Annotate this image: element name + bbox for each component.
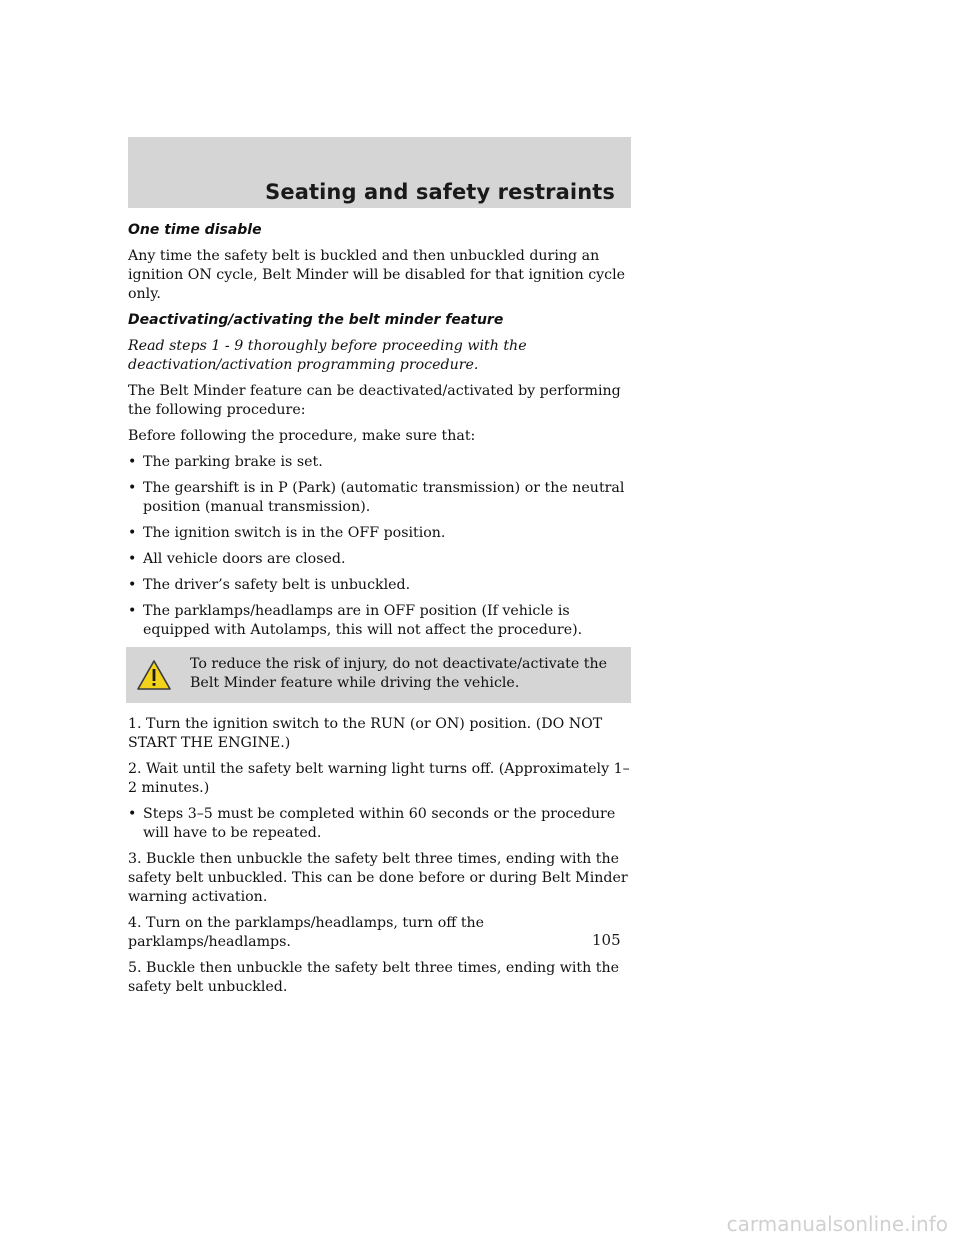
paragraph-intro: The Belt Minder feature can be deactivated/activated by performing the following procedure: <box>128 383 621 418</box>
list-item <box>128 550 631 569</box>
list-item <box>128 805 631 843</box>
page-content <box>128 221 631 1004</box>
bullet-marker: • <box>128 525 137 541</box>
section-title: Seating and safety restraints <box>265 180 615 204</box>
watermark: carmanualsonline.info <box>726 1212 948 1236</box>
step-3: 3. Buckle then unbuckle the safety belt three times, ending with the safety belt unbuckled. This can be done before or during Belt Minder warning activation. <box>128 851 628 905</box>
subheading-deactivating: Deactivating/activating the belt minder feature <box>128 312 504 328</box>
paragraph-one-time-disable: Any time the safety belt is buckled and then unbuckled during an ignition ON cycle, Belt Minder will be disabled for that ignition cycle only. <box>128 248 626 302</box>
paragraph-read-steps: Read steps 1 - 9 thoroughly before proceeding with the deactivation/activation programming procedure. <box>128 338 527 373</box>
warning-box <box>126 647 631 703</box>
list-item-text: All vehicle doors are closed. <box>143 551 346 567</box>
bullet-marker: • <box>128 577 137 593</box>
list-item-text: The gearshift is in P (Park) (automatic transmission) or the neutral position (manual transmission). <box>143 480 625 515</box>
bullet-marker: • <box>128 603 137 619</box>
bullet-marker: • <box>128 454 137 470</box>
warning-text: To reduce the risk of injury, do not deactivate/activate the Belt Minder feature while driving the vehicle. <box>190 656 608 691</box>
list-item <box>128 524 631 543</box>
bullet-marker: • <box>128 480 137 496</box>
section-header-band <box>128 137 631 208</box>
list-item <box>128 576 631 595</box>
paragraph-before: Before following the procedure, make sure that: <box>128 428 476 444</box>
list-item <box>128 602 631 640</box>
step-4: 4. Turn on the parklamps/headlamps, turn off the parklamps/headlamps. <box>128 915 485 950</box>
step-2: 2. Wait until the safety belt warning light turns off. (Approximately 1–2 minutes.) <box>128 761 630 796</box>
step-2-note: Steps 3–5 must be completed within 60 seconds or the procedure will have to be repeated. <box>143 806 616 841</box>
list-item <box>128 453 631 472</box>
list-item-text: The parking brake is set. <box>143 454 323 470</box>
page-number: 105 <box>592 931 621 949</box>
warning-triangle-icon <box>136 659 172 691</box>
list-item-text: The ignition switch is in the OFF position. <box>143 525 446 541</box>
subheading-one-time-disable: One time disable <box>128 222 262 238</box>
bullet-marker: • <box>128 551 137 567</box>
step-1: 1. Turn the ignition switch to the RUN (or ON) position. (DO NOT START THE ENGINE.) <box>128 716 603 751</box>
list-item <box>128 479 631 517</box>
list-item-text: The parklamps/headlamps are in OFF position (If vehicle is equipped with Autolamps, this will not affect the procedure). <box>143 603 583 638</box>
step-5: 5. Buckle then unbuckle the safety belt three times, ending with the safety belt unbuckled. <box>128 960 619 995</box>
bullet-marker: • <box>128 806 137 822</box>
list-item-text: The driver’s safety belt is unbuckled. <box>143 577 411 593</box>
